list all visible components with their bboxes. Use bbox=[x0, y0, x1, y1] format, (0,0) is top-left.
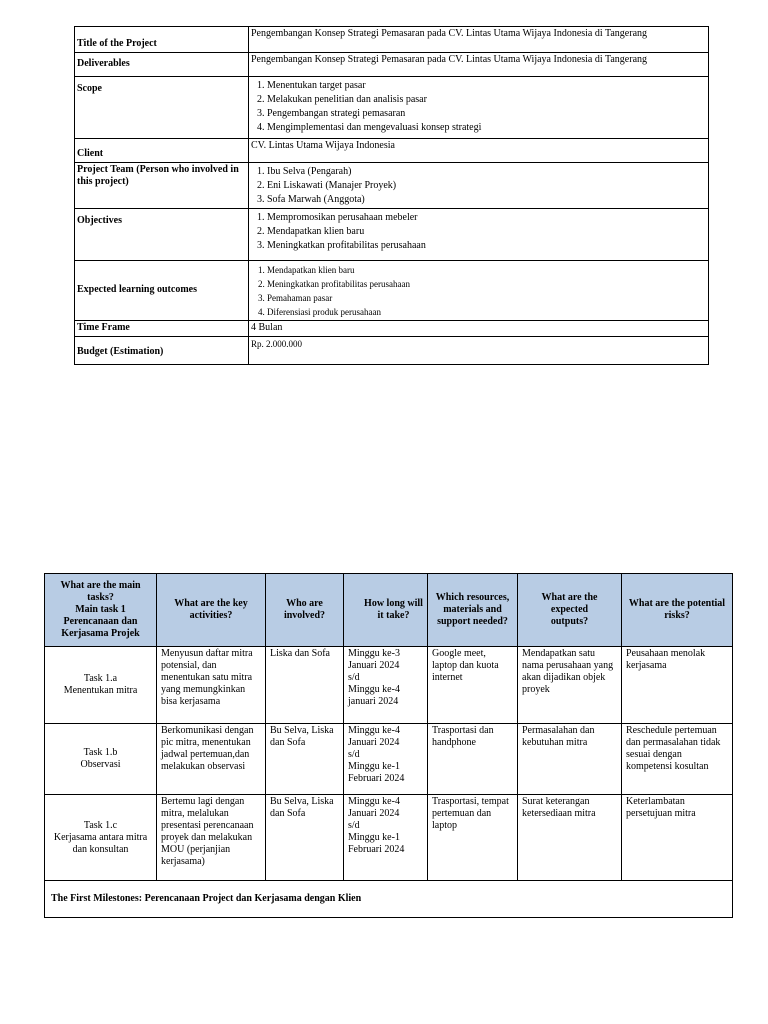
scope-list bbox=[251, 79, 706, 135]
list-item: 1. Ibu Selva (Pengarah) bbox=[267, 165, 706, 179]
list-item: 2. Meningkatkan profitabilitas perusahaan bbox=[267, 277, 706, 291]
header-expected-outputs: What are the expected outputs? bbox=[518, 574, 622, 647]
charter-row-client bbox=[75, 139, 709, 163]
list-item: 4. Diferensiasi produk perusahaan bbox=[267, 305, 706, 319]
charter-label: Deliverables bbox=[75, 53, 249, 77]
charter-row-scope bbox=[75, 77, 709, 139]
task-name: Task 1.b Observasi bbox=[45, 724, 157, 795]
list-item: 2. Mendapatkan klien baru bbox=[267, 225, 706, 239]
objectives-list bbox=[251, 211, 706, 253]
header-who-involved: Who are involved? bbox=[266, 574, 344, 647]
task-outputs: Permasalahan dan kebutuhan mitra bbox=[518, 724, 622, 795]
charter-row-deliverables bbox=[75, 53, 709, 77]
charter-label: Client bbox=[75, 139, 249, 163]
task-resources: Trasportasi, tempat pertemuan dan laptop bbox=[428, 795, 518, 881]
list-item: 3. Meningkatkan profitabilitas perusahaan bbox=[267, 239, 706, 253]
charter-value bbox=[249, 209, 709, 261]
project-charter-table bbox=[74, 26, 709, 365]
header-main-tasks: What are the main tasks? Main task 1 Perencanaan dan Kerjasama Projek bbox=[45, 574, 157, 647]
team-list bbox=[251, 165, 706, 207]
header-key-activities: What are the key activities? bbox=[157, 574, 266, 647]
charter-label: Budget (Estimation) bbox=[75, 337, 249, 365]
table-row bbox=[45, 647, 733, 724]
charter-label: Objectives bbox=[75, 209, 249, 261]
task-name: Task 1.a Menentukan mitra bbox=[45, 647, 157, 724]
header-resources: Which resources, materials and support needed? bbox=[428, 574, 518, 647]
task-duration: Minggu ke-3 Januari 2024 s/d Minggu ke-4 januari 2024 bbox=[344, 647, 428, 724]
task-activities: Menyusun daftar mitra potensial, dan menentukan satu mitra yang memungkinkan bisa kerjasama bbox=[157, 647, 266, 724]
charter-value bbox=[249, 261, 709, 321]
charter-value: Pengembangan Konsep Strategi Pemasaran pada CV. Lintas Utama Wijaya Indonesia di Tangerang bbox=[249, 53, 709, 77]
task-resources: Google meet, laptop dan kuota internet bbox=[428, 647, 518, 724]
table-row bbox=[45, 724, 733, 795]
list-item: 1. Menentukan target pasar bbox=[267, 79, 706, 93]
charter-row-title bbox=[75, 27, 709, 53]
task-outputs: Mendapatkan satu nama perusahaan yang akan dijadikan objek proyek bbox=[518, 647, 622, 724]
task-risks: Reschedule pertemuan dan permasalahan tidak sesuai dengan kompetensi kosultan bbox=[622, 724, 733, 795]
charter-label: Time Frame bbox=[75, 321, 249, 337]
charter-value: Pengembangan Konsep Strategi Pemasaran pada CV. Lintas Utama Wijaya Indonesia di Tangerang bbox=[249, 27, 709, 53]
charter-row-team bbox=[75, 163, 709, 209]
table-row bbox=[45, 795, 733, 881]
list-item: 3. Sofa Marwah (Anggota) bbox=[267, 193, 706, 207]
task-breakdown-table bbox=[44, 573, 733, 918]
charter-value bbox=[249, 77, 709, 139]
charter-row-timeframe bbox=[75, 321, 709, 337]
charter-row-objectives bbox=[75, 209, 709, 261]
charter-label: Project Team (Person who involved in this project) bbox=[75, 163, 249, 209]
outcomes-list bbox=[251, 263, 706, 319]
task-resources: Trasportasi dan handphone bbox=[428, 724, 518, 795]
list-item: 3. Pengembangan strategi pemasaran bbox=[267, 107, 706, 121]
task-who: Bu Selva, Liska dan Sofa bbox=[266, 724, 344, 795]
list-item: 2. Eni Liskawati (Manajer Proyek) bbox=[267, 179, 706, 193]
task-name: Task 1.c Kerjasama antara mitra dan konsultan bbox=[45, 795, 157, 881]
list-item: 2. Melakukan penelitian dan analisis pasar bbox=[267, 93, 706, 107]
task-activities: Berkomunikasi dengan pic mitra, menentukan jadwal pertemuan,dan melakukan observasi bbox=[157, 724, 266, 795]
header-duration: How long will it take? bbox=[344, 574, 428, 647]
charter-row-budget bbox=[75, 337, 709, 365]
charter-row-outcomes bbox=[75, 261, 709, 321]
list-item: 1. Mendapatkan klien baru bbox=[267, 263, 706, 277]
charter-label: Expected learning outcomes bbox=[75, 261, 249, 321]
list-item: 3. Pemahaman pasar bbox=[267, 291, 706, 305]
charter-label: Scope bbox=[75, 77, 249, 139]
task-who: Liska dan Sofa bbox=[266, 647, 344, 724]
milestone-row bbox=[45, 881, 733, 918]
task-activities: Bertemu lagi dengan mitra, melalukan presentasi perencanaan proyek dan melakukan MOU (perjanjian kerjasama) bbox=[157, 795, 266, 881]
charter-value bbox=[249, 163, 709, 209]
task-risks: Keterlambatan persetujuan mitra bbox=[622, 795, 733, 881]
charter-value: CV. Lintas Utama Wijaya Indonesia bbox=[249, 139, 709, 163]
charter-label: Title of the Project bbox=[75, 27, 249, 53]
task-table-header bbox=[45, 574, 733, 647]
header-potential-risks: What are the potential risks? bbox=[622, 574, 733, 647]
task-who: Bu Selva, Liska dan Sofa bbox=[266, 795, 344, 881]
task-duration: Minggu ke-4 Januari 2024 s/d Minggu ke-1 Februari 2024 bbox=[344, 724, 428, 795]
milestone-label: The First Milestones: Perencanaan Project dan Kerjasama dengan Klien bbox=[45, 881, 733, 918]
list-item: 1. Mempromosikan perusahaan mebeler bbox=[267, 211, 706, 225]
task-risks: Peusahaan menolak kerjasama bbox=[622, 647, 733, 724]
list-item: 4. Mengimplementasi dan mengevaluasi konsep strategi bbox=[267, 121, 706, 135]
charter-value: Rp. 2.000.000 bbox=[249, 337, 709, 365]
task-duration: Minggu ke-4 Januari 2024 s/d Minggu ke-1 Februari 2024 bbox=[344, 795, 428, 881]
task-outputs: Surat keterangan ketersediaan mitra bbox=[518, 795, 622, 881]
charter-value: 4 Bulan bbox=[249, 321, 709, 337]
